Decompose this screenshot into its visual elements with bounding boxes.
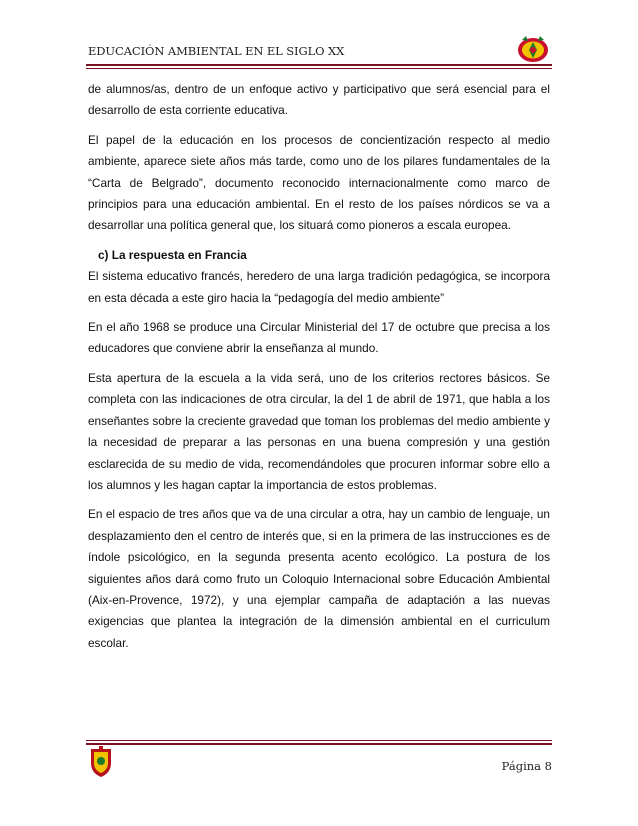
- page-number: Página 8: [501, 759, 552, 773]
- paragraph-4: En el año 1968 se produce una Circular Ministerial del 17 de octubre que precisa a los educadores que conviene abrir la enseñanza al mundo.: [88, 320, 550, 356]
- paragraph-3: El sistema educativo francés, heredero de una larga tradición pedagógica, se incorpora en esta década a este giro hacia la “pedagogía del medio ambiente”: [88, 269, 550, 305]
- institution-emblem-icon: [516, 34, 550, 64]
- header-title: EDUCACIÓN AMBIENTAL EN EL SIGLO XX: [88, 44, 345, 58]
- section-heading: c) La respuesta en Francia: [98, 247, 247, 262]
- body-text: [88, 79, 550, 662]
- paragraph-5: Esta apertura de la escuela a la vida será, uno de los criterios rectores básicos. Se completa con las indicaciones de otra circular, la del 1 de abril de 1971, que habla a los enseñantes sobre la creciente gravedad que toman los problemas del medio ambiente y la necesidad de preparar a las personas en una buena compresión y una gestión esclarecida de su medio de vida, recomendándoles que procuren informar sobre ello a los alumnos y les hagan captar la importancia de estos problemas.: [88, 370, 550, 492]
- institution-crest-icon: [88, 745, 114, 779]
- header-rule-thick: [86, 64, 552, 66]
- footer-rule-thin: [86, 740, 552, 741]
- footer-rule-thick: [86, 743, 552, 745]
- paragraph-2: El papel de la educación en los procesos de concientización respecto al medio ambiente, aparece siete años más tarde, como uno de los pilares fundamentales de la “Carta de Belgrado”, documento reconocido internacionalmente como marco de principios para una educación ambiental. En el resto de los países nórdicos se va a desarrollar una política general que, los situará como pioneros a escala europea.: [88, 132, 550, 233]
- header-rule-thin: [86, 68, 552, 69]
- paragraph-1: de alumnos/as, dentro de un enfoque activo y participativo que será esencial para el desarrollo de esta corriente educativa.: [88, 82, 550, 118]
- paragraph-6: En el espacio de tres años que va de una circular a otra, hay un cambio de lenguaje, un desplazamiento den el centro de interés que, si en la primera de las instrucciones es de índole psicológico, en la segunda presenta acento ecológico. La postura de los siguientes años dará como fruto un Coloquio Internacional sobre Educación Ambiental (Aix-en-Provence, 1972), y una ejemplar campaña de adaptación a las nuevas exigencias que plantea la integración de la dimensión ambiental en el curriculum escolar.: [88, 507, 550, 650]
